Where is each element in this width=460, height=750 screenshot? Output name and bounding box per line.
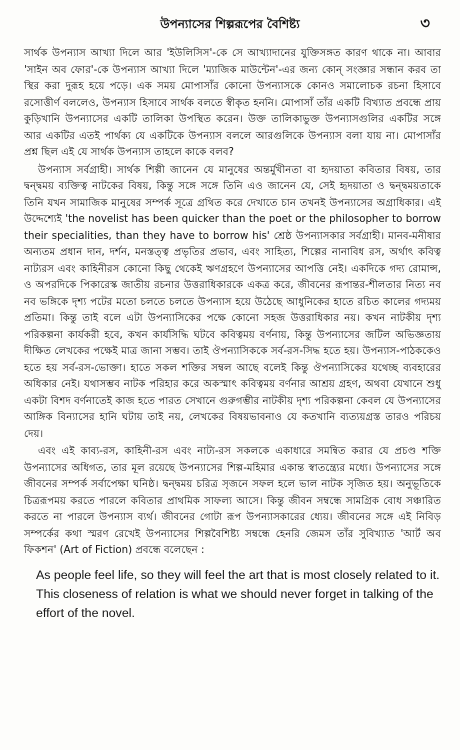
paragraph-3: এবং এই কাব্য-রস, কাহিনী-রস এবং নাট্য-রস সকলকে একাধারে সমন্বিত করার যে প্রচণ্ড শক্তি উপন্যাসের অধিগত, তার মূল রয়েছে উপন্যাসের শিল্প-মহিমার একান্ত স্বাতন্ত্র্যের মধ্যে। উপন্যাসের সঙ্গে জীবনের সম্পর্ক সর্বাপেক্ষা ঘনিষ্ঠ। দ্বন্দ্বময় চরিত্র সৃজনে সফল হলে ভাল নাটক সৃজিত হয়। অনুভূতিকে চিত্ররূপময় করতে পারলে কবিতার প্রাথমিক সাফল্য আসে। কিন্তু জীবন সম্বন্ধে সামগ্রিক বোধ সঞ্চারিত করতে না পারলে উপন্যাস ব্যর্থ। জীবনের গোটা রূপ উপন্যাসকারের ধ্যেয়। জীবনের সঙ্গে এই নিবিড় সম্পর্কের কথা স্মরণ রেখেই উপন্যাসের শিল্পবৈশিষ্ট্য সম্বন্ধে হেনরি জেমস তাঁর সুবিখ্যাত 'আর্ট অব ফিকশন' (Art of Fiction) প্রবন্ধে বলেছেন : — [24, 446, 441, 556]
page-number: ৩ — [420, 14, 430, 32]
block-quote: As people feel life, so they will feel the art that is most closely related to it. This closeness of relation is what we should never forget in talking of the effort of the novel. — [36, 567, 440, 620]
paragraph-1: সার্থক উপন্যাস আখ্যা দিলে আর 'ইউলিসিস'-কে সে আখ্যাদানের যুক্তিসঙ্গত কারণ থাকে না। আবার 'সাইন অব ফোর'-কে উপন্যাস আখ্যা দিলে 'ম্যাজিক মাউন্টেন'-এর জন্য কোন্ সংজ্ঞার সন্ধান করব তা স্থির করা দুরূহ হয়ে পড়ে। এক সময় মোপাসাঁর কোনো উপন্যাসকে কোনও সমালোচক রচনা হিসাবে রসোত্তীর্ণ বললেও, উপন্যাস হিসাবে সার্থক বলতে স্বীকৃত হননি। মোপাসাঁ তাঁর একটি বিখ্যাত প্রবন্ধে প্রায় কুড়িখানি উপন্যাসের একটি তালিকা উপস্থিত করেন। উক্ত তালিকাভুক্ত উপন্যাসগুলির একটির সঙ্গে আর একটির এতই পার্থক্য যে একটিকে উপন্যাস বললে আরগুলিকে উপন্যাস বলা যায় না। মোপাসাঁর প্রশ্ন ছিল এই যে সার্থক উপন্যাস তাহলে কাকে বলব? — [24, 48, 441, 158]
running-head: উপন্যাসের শিল্পরূপের বৈশিষ্ট্য — [160, 17, 300, 31]
paragraph-2: উপন্যাস সর্বগ্রাহী। সার্থক শিল্পী জানেন যে মানুষের অন্তর্মুখীনতা বা হৃদয়াতা কবিতার বিষয়, তার দ্বন্দ্বময় ব্যক্তিত্ব নাটকের বিষয়, কিন্তু সঙ্গে সঙ্গে তিনি এও জানেন যে, সেই হৃদয়াতা ও দ্বন্দ্বময়তাকে তিনি যখন সামাজিক মানুষের সম্পর্ক সূত্রে গ্রথিত করে দেখাতে চান তখনই উপন্যাসের অগ্রাধিকার। এই উদ্দেশ্যেই 'the novelist has been quicker than the poet or the philosopher to borrow their specialities, than they have to borrow his' শ্রেষ্ঠ উপন্যাসকার সর্বগ্রাহী। মানব-মনীষার অন্যতম প্রধান দান, দর্শন, মনস্তত্ত্ব প্রভৃতির প্রভাব, এবং সাহিত্য, শিল্পের নানাবিধ রস, অর্থাৎ কবিত্ব নাট্যরস এবং কাহিনীরস কোনো কিছু থেকেই ঋণগ্রহণে উপন্যাসের আপত্তি নেই। একদিকে গদ্য রোমান্স, ও অপরদিকে পিকারেস্ক জাতীয় রচনার উত্তরাধিকারকে একত্র করে, জীবনের রূপান্তর-শীলতার নিত্য নব নব ভঙ্গিকে দৃশ্য পটের মতো চলতে চলতে উপন্যাস হয়ে উঠেছে আধুনিকের হাতে রচিত কালের গদ্যময় প্রতিমা। কিন্তু তাই বলে এটা উপন্যাসিকের পক্ষে কোনো সহজ উত্তরাধিকার নয়। কখন নাটকীয় দৃশ্য পরিকল্পনা কার্যকরী হবে, কখন কার্যসিদ্ধি ঘটবে কবিত্বময় বর্ণনায়, কিন্তু উপন্যাসের জটিল অভিজ্ঞতায় দীক্ষিত লেখকের পক্ষেই মাত্র জানা সম্ভব। তাই ঔপন্যাসিককে সর্ব-রস-সিদ্ধ হতে হয়। উপন্যাস-পাঠককেও হতে হয় সর্ব-রস-ভোক্তা। হাতে সকল শক্তির সম্বল আছে বলেই কিন্তু ঔপন্যাসিকের যথেচ্ছ ব্যবহারের অধিকার নেই। যথাসম্ভব নাটক পরিহার করে অকস্মাৎ কবিত্বময় বর্ণনার আশ্রয় গ্রহণ, অথবা যেখানে শুধু একটা বিশদ বর্ণনাতেই কাজ হতে পারত সেখানে গুরুগম্ভীর নাটকীয় দৃশ্য পরিকল্পনা কেবল যে উপন্যাসের আঙ্গিক বিন্যাসের হানি ঘটায় তাই নয়, লেখকের বিষয়ভাবনাও যে কতখানি ব্যত্যয়গ্রস্ত তারও পরিচয় দেয়। — [24, 164, 441, 440]
body-text — [24, 46, 441, 623]
